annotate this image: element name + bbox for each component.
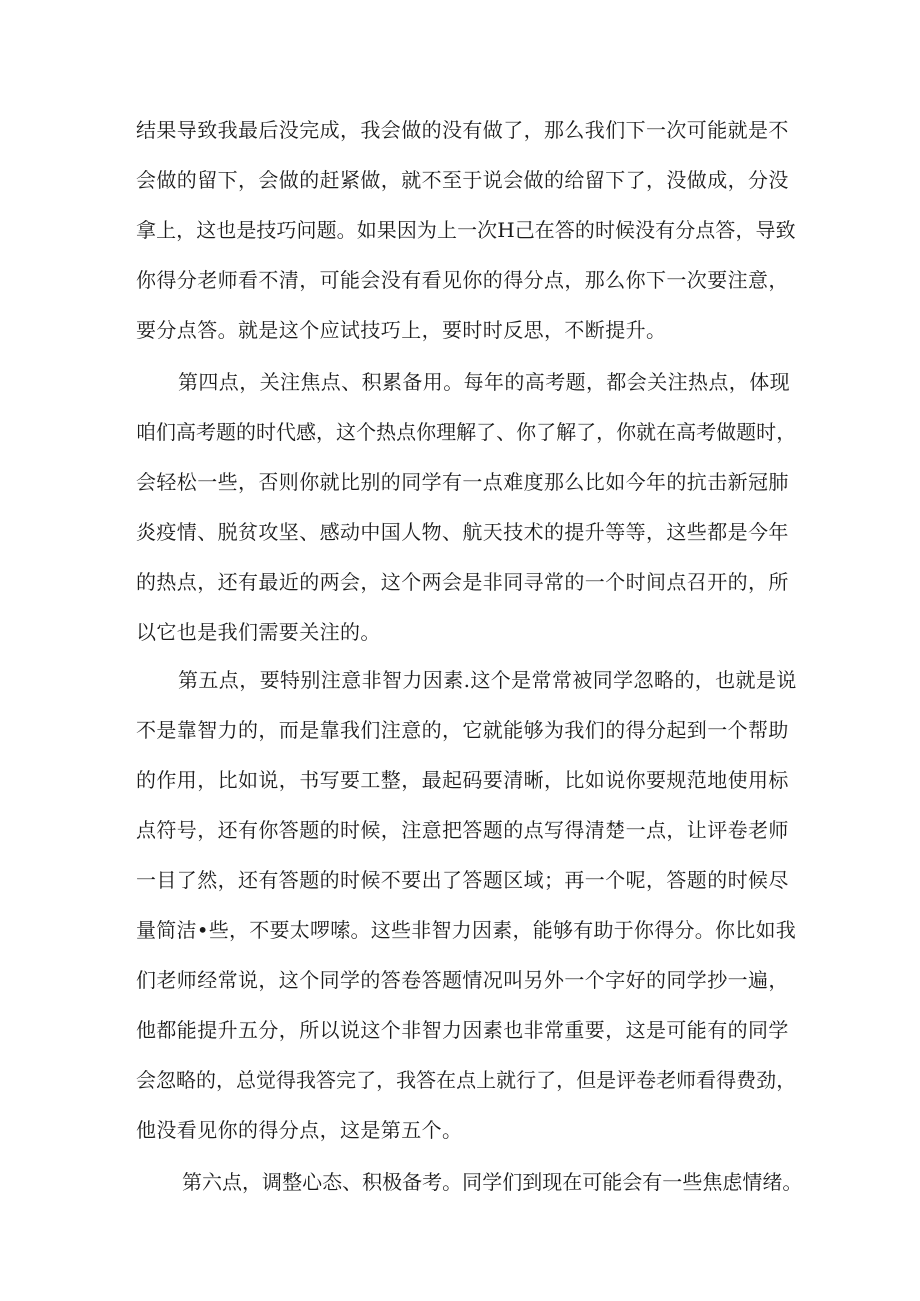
- text-line: 要分点答。就是这个应试技巧上，要时时反思，不断提升。: [136, 318, 667, 342]
- text-line: 拿上，这也是技巧问题。如果因为上一次H己在答的时候没有分点答，导致: [136, 218, 796, 242]
- text-line: 会轻松一些，否则你就比别的同学有一点难度那么比如今年的抗击新冠肺: [136, 470, 789, 494]
- text-line: 他都能提升五分，所以说这个非智力因素也非常重要，这是可能有的同学: [136, 1018, 789, 1042]
- text-line: 的作用，比如说，书写要工整，最起码要清晰，比如说你要规范地使用标: [136, 768, 789, 792]
- text-line: 他没看见你的得分点，这是第五个。: [136, 1118, 463, 1142]
- paragraph-first-line: 第四点，关注焦点、积累备用。每年的高考题，都会关注热点，体现: [178, 370, 790, 394]
- paragraph-first-line: 第六点，调整心态、积极备考。同学们到现在可能会有一些焦虑情绪。: [182, 1170, 803, 1194]
- text-line: 量简洁•些，不要太啰嗦。这些非智力因素，能够有助于你得分。你比如我: [136, 918, 796, 942]
- text-line: 咱们高考题的时代感，这个热点你理解了、你了解了，你就在高考做题时，: [136, 420, 797, 444]
- text-line: 会做的留下，会做的赶紧做，就不至于说会做的给留下了，没做成，分没: [136, 168, 789, 192]
- text-line: 的热点，还有最近的两会，这个两会是非同寻常的一个时间点召开的，所: [136, 570, 789, 594]
- text-line: 炎疫情、脱贫攻坚、感动中国人物、航天技术的提升等等，这些都是今年: [136, 520, 789, 544]
- text-line: 点符号，还有你答题的时候，注意把答题的点写得清楚一点，让评卷老师: [136, 818, 789, 842]
- text-line: 们老师经常说，这个同学的答卷答题情况叫另外一个字好的同学抄一遍，: [136, 968, 789, 992]
- text-line: 一目了然，还有答题的时候不要出了答题区域；再一个呢，答题的时候尽: [136, 868, 789, 892]
- text-line: 会忽略的，总觉得我答完了，我答在点上就行了，但是评卷老师看得费劲，: [136, 1068, 797, 1092]
- text-line: 不是靠智力的，而是靠我们注意的，它就能够为我们的得分起到一个帮助: [136, 718, 789, 742]
- paragraph-first-line: 第五点，要特别注意非智力因素.这个是常常被同学忽略的，也就是说: [178, 668, 797, 692]
- text-line: 你得分老师看不清，可能会没有看见你的得分点，那么你下一次要注意，: [136, 268, 789, 292]
- text-line: 结果导致我最后没完成，我会做的没有做了，那么我们下一次可能就是不: [136, 118, 789, 142]
- text-line: 以它也是我们需要关注的。: [136, 620, 381, 644]
